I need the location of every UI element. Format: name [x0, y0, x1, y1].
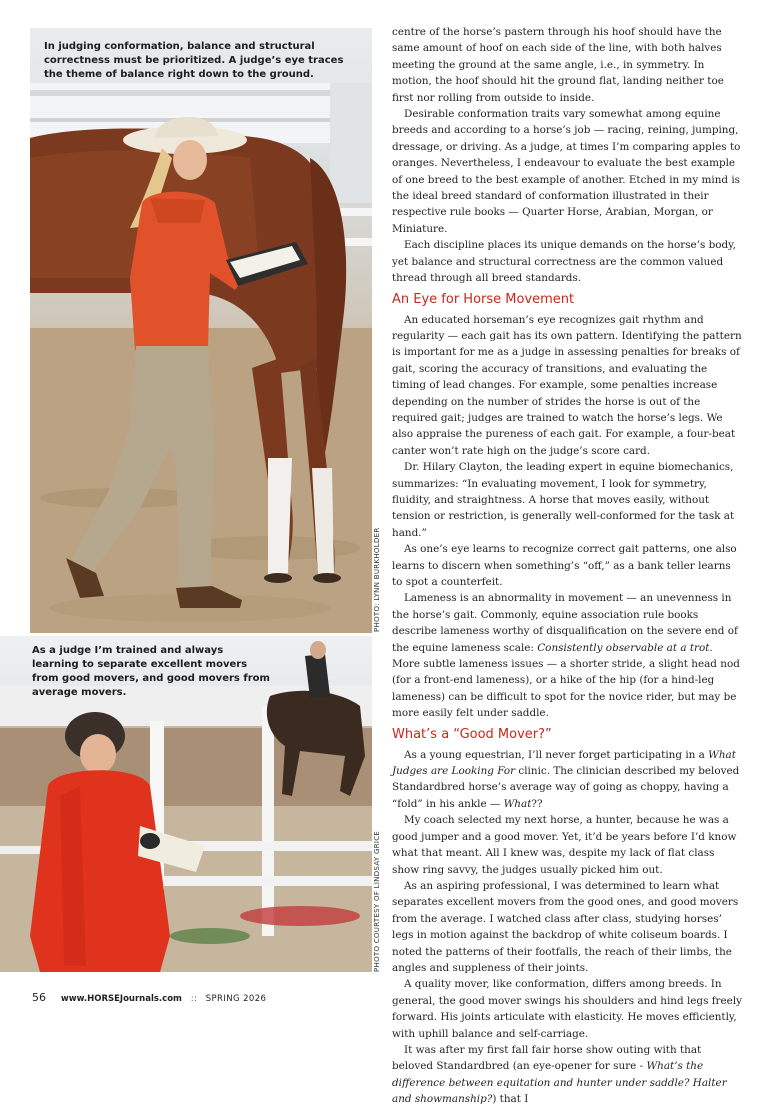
paragraph: As one’s eye learns to recognize correct gait patterns, one also learns to discern when something’s “off,” as a bank teller learns to spot a counterfeit. [392, 543, 737, 588]
page-footer [32, 991, 266, 1004]
paragraph [392, 1042, 744, 1108]
footer-separator: :: [190, 994, 197, 1004]
text-run: ?? [531, 797, 543, 810]
issue-label: SPRING 2026 [205, 994, 267, 1004]
paragraph: Desirable conformation traits vary somewhat among equine breeds and according to a horse’s job — racing, reining, jumping, dressage, or driving. As a judge, at times I’m comparing apples to oranges. Nevertheless, I endeavour to evaluate the best example of one breed to the best example of another. Etched in my mind is the ideal breed standard of conformation illustrated in their respective rule books — Quarter Horse, Arabian, Morgan, or Miniature. [392, 108, 741, 235]
italic-run: What’s the difference between equitation and hunter under saddle? Halter and showmanship? [392, 1060, 727, 1106]
paragraph: centre of the horse’s pastern through his hoof should have the same amount of hoof on each side of the line, with both halves meeting the ground at the same angle, i.e., in symmetry. In motion, the hoof should hit the ground flat, landing neither toe first nor rolling from outside to inside. [392, 26, 724, 104]
photo-credit: PHOTO: LYNN BURKHOLDER [373, 527, 381, 632]
paragraph [392, 747, 744, 813]
text-run: . More subtle lameness issues — a shorter stride, a slight head nod (for a front-end lameness), or a hike of the hip (for a hind-leg lameness) can be difficult to spot for the novice rider, but may be more easily felt under saddle. [392, 641, 740, 720]
text-run: Lameness is an abnormality in movement — an unevenness in the horse’s gait. Commonly, equine association rule books describe lameness worthy of disqualification on the severe end of the equine lameness scale: [392, 592, 738, 654]
photo-caption: As a judge I’m trained and always learning to separate excellent movers from good movers, and good movers from average movers. [32, 645, 270, 698]
section-heading: An Eye for Horse Movement [392, 291, 575, 307]
text-run: It was after my first fall fair horse show outing with that beloved Standardbred (an eye-opener for sure - [392, 1043, 702, 1073]
website-link[interactable]: www.HORSEJournals.com [60, 994, 182, 1004]
italic-run: Consistently observable at a trot [537, 641, 710, 654]
text-run: As a young equestrian, I’ll never forget participating in a [404, 748, 709, 761]
paragraph: An educated horseman’s eye recognizes gait rhythm and regularity — each gait has its own pattern. Identifying the pattern is important for me as a judge in assessing penalties for breaks of gait, scoring the accuracy of transitions, and evaluating the timing of lead changes. For example, some penalties increase depending on the number of strides the horse is out of the required gait; judges are trained to watch the horse’s legs. We also appraise the pureness of each gait. For example, a four-beat canter won’t rate high on the judge’s score card. [392, 313, 742, 457]
paragraph: My coach selected my next horse, a hunter, because he was a good jumper and a good mover. Yet, it’d be years before I’d know what that meant. All I knew was, despite my lack of flat class show ring savvy, the judges usually picked him out. [392, 814, 737, 876]
photo-credit: PHOTO COURTESY OF LINDSAY GRICE [373, 830, 381, 972]
paragraph [392, 590, 744, 721]
italic-run: What Judges are Looking For [392, 748, 736, 778]
photo-judge-conformation-art [30, 28, 372, 633]
text-run: clinic. The clinician described my beloved Standardbred horse’s average way of going as choppy, having a “fold” in his ankle — [392, 765, 740, 810]
photo-judge-conformation [30, 28, 372, 633]
paragraph: A quality mover, like conformation, differs among breeds. In general, the good mover swings his shoulders and hind legs freely forward. His joints articulate with elasticity. He moves efficiently, with uphill balance and self-carriage. [392, 978, 743, 1040]
paragraph: Each discipline places its unique demands on the horse’s body, yet balance and structural correctness are the common valued thread through all breed standards. [392, 239, 736, 285]
paragraph: Dr. Hilary Clayton, the leading expert in equine biomechanics, summarizes: “In evaluating movement, I look for symmetry, fluidity, and straightness. A horse that moves easily, without tension or restriction, is generally well-conformed for the task at hand.” [392, 461, 735, 539]
section-heading: What’s a “Good Mover?” [392, 726, 552, 742]
italic-run: What [503, 797, 532, 810]
text-run: ) that I [492, 1093, 529, 1106]
page-number: 56 [32, 991, 46, 1004]
photo-caption: In judging conformation, balance and structural correctness must be prioritized. A judge’s eye traces the theme of balance right down to the ground. [44, 41, 344, 80]
paragraph: As an aspiring professional, I was determined to learn what separates excellent movers from the good ones, and good movers from the average. I watched class after class, studying horses’ legs in motion against the backdrop of white coliseum boards. I noted the patterns of their footfalls, the reach of their limbs, the angles and suppleness of their joints. [392, 879, 739, 974]
photo-judge-movement [0, 636, 372, 972]
article-body [392, 24, 744, 1108]
